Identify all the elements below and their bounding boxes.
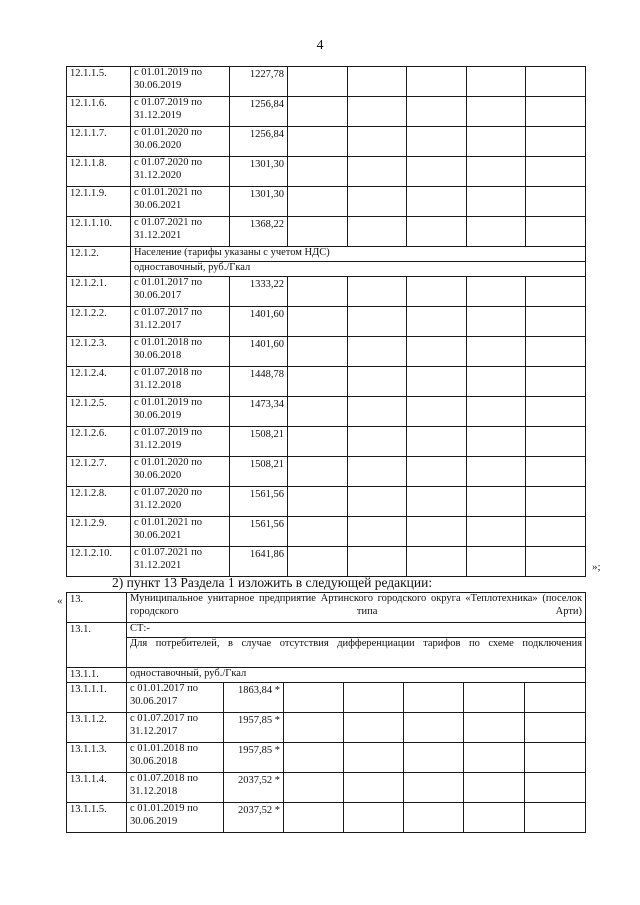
row-period: с 01.07.2017 по 31.12.2017	[127, 713, 224, 743]
row-value: 1508,21	[230, 427, 288, 457]
row-period: с 01.01.2017 по 30.06.2017	[131, 277, 230, 307]
row-period: с 01.01.2019 по 30.06.2019	[131, 67, 230, 97]
empty-cell	[525, 773, 586, 803]
empty-cell	[348, 157, 407, 187]
empty-cell	[464, 683, 525, 713]
empty-cell	[288, 547, 348, 577]
row-period: с 01.01.2018 по 30.06.2018	[131, 337, 230, 367]
row-value: 1508,21	[230, 457, 288, 487]
row-value: 1957,85 *	[224, 713, 284, 743]
empty-cell	[344, 713, 404, 743]
empty-cell	[344, 773, 404, 803]
empty-cell	[525, 683, 586, 713]
group-subtitle-row	[67, 262, 586, 277]
empty-cell	[344, 743, 404, 773]
table-row	[67, 743, 586, 773]
empty-cell	[404, 713, 464, 743]
empty-cell	[348, 367, 407, 397]
row-code: 12.1.2.8.	[67, 487, 131, 517]
empty-cell	[348, 517, 407, 547]
empty-cell	[526, 337, 586, 367]
row-value: 1301,30	[230, 157, 288, 187]
table-row	[67, 97, 586, 127]
row-period: с 01.01.2018 по 30.06.2018	[127, 743, 224, 773]
empty-cell	[284, 713, 344, 743]
row-period: с 01.07.2019 по 31.12.2019	[131, 97, 230, 127]
row-period: с 01.07.2018 по 31.12.2018	[131, 367, 230, 397]
empty-cell	[407, 337, 467, 367]
empty-cell	[407, 487, 467, 517]
empty-cell	[467, 67, 526, 97]
empty-cell	[467, 97, 526, 127]
empty-cell	[407, 427, 467, 457]
empty-cell	[284, 803, 344, 833]
empty-cell	[526, 187, 586, 217]
empty-cell	[526, 457, 586, 487]
row-value: 1333,22	[230, 277, 288, 307]
table-row	[67, 397, 586, 427]
empty-cell	[407, 127, 467, 157]
empty-cell	[407, 457, 467, 487]
empty-cell	[464, 803, 525, 833]
row-value: 1561,56	[230, 517, 288, 547]
empty-cell	[407, 367, 467, 397]
row-value: 1301,30	[230, 187, 288, 217]
row-value: 1641,86	[230, 547, 288, 577]
empty-cell	[526, 487, 586, 517]
empty-cell	[467, 307, 526, 337]
empty-cell	[467, 337, 526, 367]
group-row	[67, 247, 586, 262]
st-row	[67, 623, 586, 638]
row-code: 12.1.2.7.	[67, 457, 131, 487]
empty-cell	[407, 97, 467, 127]
opening-mark: «	[57, 595, 63, 607]
empty-cell	[407, 547, 467, 577]
empty-cell	[464, 773, 525, 803]
group-title: Население (тарифы указаны с учетом НДС)	[131, 247, 586, 262]
empty-cell	[464, 713, 525, 743]
row-code: 12.1.1.10.	[67, 217, 131, 247]
empty-cell	[348, 307, 407, 337]
empty-cell	[407, 517, 467, 547]
empty-cell	[467, 397, 526, 427]
empty-cell	[525, 743, 586, 773]
row-value: 1368,22	[230, 217, 288, 247]
row-period: с 01.01.2020 по 30.06.2020	[131, 127, 230, 157]
sub-code: 13.1.1.	[67, 668, 127, 683]
empty-cell	[284, 743, 344, 773]
empty-cell	[467, 487, 526, 517]
row-value: 1401,60	[230, 337, 288, 367]
row-period: с 01.07.2021 по 31.12.2021	[131, 217, 230, 247]
tariff-table-13	[66, 592, 586, 833]
empty-cell	[407, 157, 467, 187]
row-period: с 01.07.2018 по 31.12.2018	[127, 773, 224, 803]
empty-cell	[348, 187, 407, 217]
empty-cell	[526, 307, 586, 337]
sub-label: одноставочный, руб./Гкал	[127, 668, 586, 683]
row-period: с 01.01.2020 по 30.06.2020	[131, 457, 230, 487]
table-row	[67, 713, 586, 743]
row-code: 12.1.2.9.	[67, 517, 131, 547]
empty-cell	[288, 517, 348, 547]
closing-mark: »;	[592, 561, 601, 573]
group-subtitle: одноставочный, руб./Гкал	[131, 262, 586, 277]
table-row	[67, 157, 586, 187]
st-description: Для потребителей, в случае отсутствия дифференциации тарифов по схеме подключения	[127, 638, 586, 668]
empty-cell	[526, 157, 586, 187]
empty-cell	[288, 187, 348, 217]
empty-cell	[288, 97, 348, 127]
empty-cell	[404, 743, 464, 773]
table-row	[67, 187, 586, 217]
table-row	[67, 277, 586, 307]
table-row	[67, 683, 586, 713]
group-code: 12.1.2.	[67, 247, 131, 277]
empty-cell	[348, 337, 407, 367]
empty-cell	[526, 427, 586, 457]
row-value: 1863,84 *	[224, 683, 284, 713]
row-value: 1256,84	[230, 127, 288, 157]
empty-cell	[467, 187, 526, 217]
row-code: 13.1.1.3.	[67, 743, 127, 773]
empty-cell	[288, 157, 348, 187]
empty-cell	[407, 277, 467, 307]
empty-cell	[288, 337, 348, 367]
amendment-paragraph: 2) пункт 13 Раздела 1 изложить в следующей редакции:	[112, 575, 433, 590]
empty-cell	[526, 517, 586, 547]
table-row	[67, 773, 586, 803]
row-period: с 01.01.2021 по 30.06.2021	[131, 517, 230, 547]
empty-cell	[348, 457, 407, 487]
table-row	[67, 367, 586, 397]
empty-cell	[284, 683, 344, 713]
empty-cell	[526, 67, 586, 97]
empty-cell	[288, 487, 348, 517]
empty-cell	[526, 277, 586, 307]
st-label: СТ:-	[127, 623, 586, 638]
row-value: 1227,78	[230, 67, 288, 97]
empty-cell	[526, 217, 586, 247]
empty-cell	[526, 127, 586, 157]
empty-cell	[526, 547, 586, 577]
empty-cell	[348, 127, 407, 157]
row-value: 1561,56	[230, 487, 288, 517]
row-period: с 01.01.2021 по 30.06.2021	[131, 187, 230, 217]
table-row	[67, 457, 586, 487]
row-code: 12.1.1.5.	[67, 67, 131, 97]
row-value: 1256,84	[230, 97, 288, 127]
empty-cell	[348, 427, 407, 457]
row-value: 1473,34	[230, 397, 288, 427]
table-row	[67, 427, 586, 457]
empty-cell	[526, 367, 586, 397]
st-code: 13.1.	[67, 623, 127, 668]
row-value: 1448,78	[230, 367, 288, 397]
row-period: с 01.07.2020 по 31.12.2020	[131, 487, 230, 517]
table-row	[67, 127, 586, 157]
row-value: 1957,85 *	[224, 743, 284, 773]
empty-cell	[348, 487, 407, 517]
table-row	[67, 487, 586, 517]
empty-cell	[348, 217, 407, 247]
row-code: 12.1.2.5.	[67, 397, 131, 427]
row-code: 12.1.2.4.	[67, 367, 131, 397]
empty-cell	[288, 427, 348, 457]
st-desc-row	[67, 638, 586, 668]
empty-cell	[284, 773, 344, 803]
row-period: с 01.07.2020 по 31.12.2020	[131, 157, 230, 187]
empty-cell	[404, 803, 464, 833]
table-row	[67, 217, 586, 247]
empty-cell	[467, 517, 526, 547]
tariff-table-12	[66, 66, 586, 577]
empty-cell	[348, 547, 407, 577]
empty-cell	[467, 157, 526, 187]
empty-cell	[526, 397, 586, 427]
empty-cell	[467, 367, 526, 397]
row-code: 12.1.2.10.	[67, 547, 131, 577]
empty-cell	[288, 277, 348, 307]
empty-cell	[407, 67, 467, 97]
row-code: 13.1.1.1.	[67, 683, 127, 713]
empty-cell	[467, 457, 526, 487]
table-row	[67, 307, 586, 337]
empty-cell	[348, 97, 407, 127]
row-value: 2037,52 *	[224, 773, 284, 803]
table-row	[67, 67, 586, 97]
row-code: 13.1.1.2.	[67, 713, 127, 743]
row-period: с 01.07.2017 по 31.12.2017	[131, 307, 230, 337]
row-code: 12.1.1.7.	[67, 127, 131, 157]
empty-cell	[407, 217, 467, 247]
table-row	[67, 337, 586, 367]
row-period: с 01.01.2019 по 30.06.2019	[127, 803, 224, 833]
empty-cell	[525, 713, 586, 743]
empty-cell	[467, 127, 526, 157]
row-code: 13.1.1.5.	[67, 803, 127, 833]
empty-cell	[526, 97, 586, 127]
table-row	[67, 803, 586, 833]
empty-cell	[407, 307, 467, 337]
row-period: с 01.01.2017 по 30.06.2017	[127, 683, 224, 713]
empty-cell	[348, 277, 407, 307]
empty-cell	[467, 277, 526, 307]
empty-cell	[288, 127, 348, 157]
row-code: 12.1.2.3.	[67, 337, 131, 367]
empty-cell	[404, 773, 464, 803]
empty-cell	[407, 397, 467, 427]
row-code: 12.1.1.8.	[67, 157, 131, 187]
table-row	[67, 547, 586, 577]
org-name: Муниципальное унитарное предприятие Артинского городского округа «Теплотехника» (поселок городского типа Арти)	[127, 593, 586, 623]
empty-cell	[467, 427, 526, 457]
empty-cell	[467, 217, 526, 247]
empty-cell	[288, 67, 348, 97]
empty-cell	[467, 547, 526, 577]
row-code: 12.1.2.2.	[67, 307, 131, 337]
row-code: 12.1.2.6.	[67, 427, 131, 457]
empty-cell	[525, 803, 586, 833]
empty-cell	[288, 367, 348, 397]
table-row	[67, 517, 586, 547]
page-number: 4	[316, 38, 324, 53]
empty-cell	[344, 803, 404, 833]
row-code: 12.1.1.9.	[67, 187, 131, 217]
empty-cell	[288, 217, 348, 247]
org-row	[67, 593, 586, 623]
empty-cell	[344, 683, 404, 713]
empty-cell	[348, 397, 407, 427]
row-code: 12.1.2.1.	[67, 277, 131, 307]
sub-row	[67, 668, 586, 683]
row-value: 2037,52 *	[224, 803, 284, 833]
empty-cell	[288, 457, 348, 487]
row-period: с 01.07.2019 по 31.12.2019	[131, 427, 230, 457]
empty-cell	[288, 307, 348, 337]
row-code: 13.1.1.4.	[67, 773, 127, 803]
empty-cell	[404, 683, 464, 713]
row-value: 1401,60	[230, 307, 288, 337]
empty-cell	[464, 743, 525, 773]
org-code: 13.	[67, 593, 127, 623]
row-code: 12.1.1.6.	[67, 97, 131, 127]
empty-cell	[407, 187, 467, 217]
empty-cell	[348, 67, 407, 97]
row-period: с 01.07.2021 по 31.12.2021	[131, 547, 230, 577]
row-period: с 01.01.2019 по 30.06.2019	[131, 397, 230, 427]
empty-cell	[288, 397, 348, 427]
